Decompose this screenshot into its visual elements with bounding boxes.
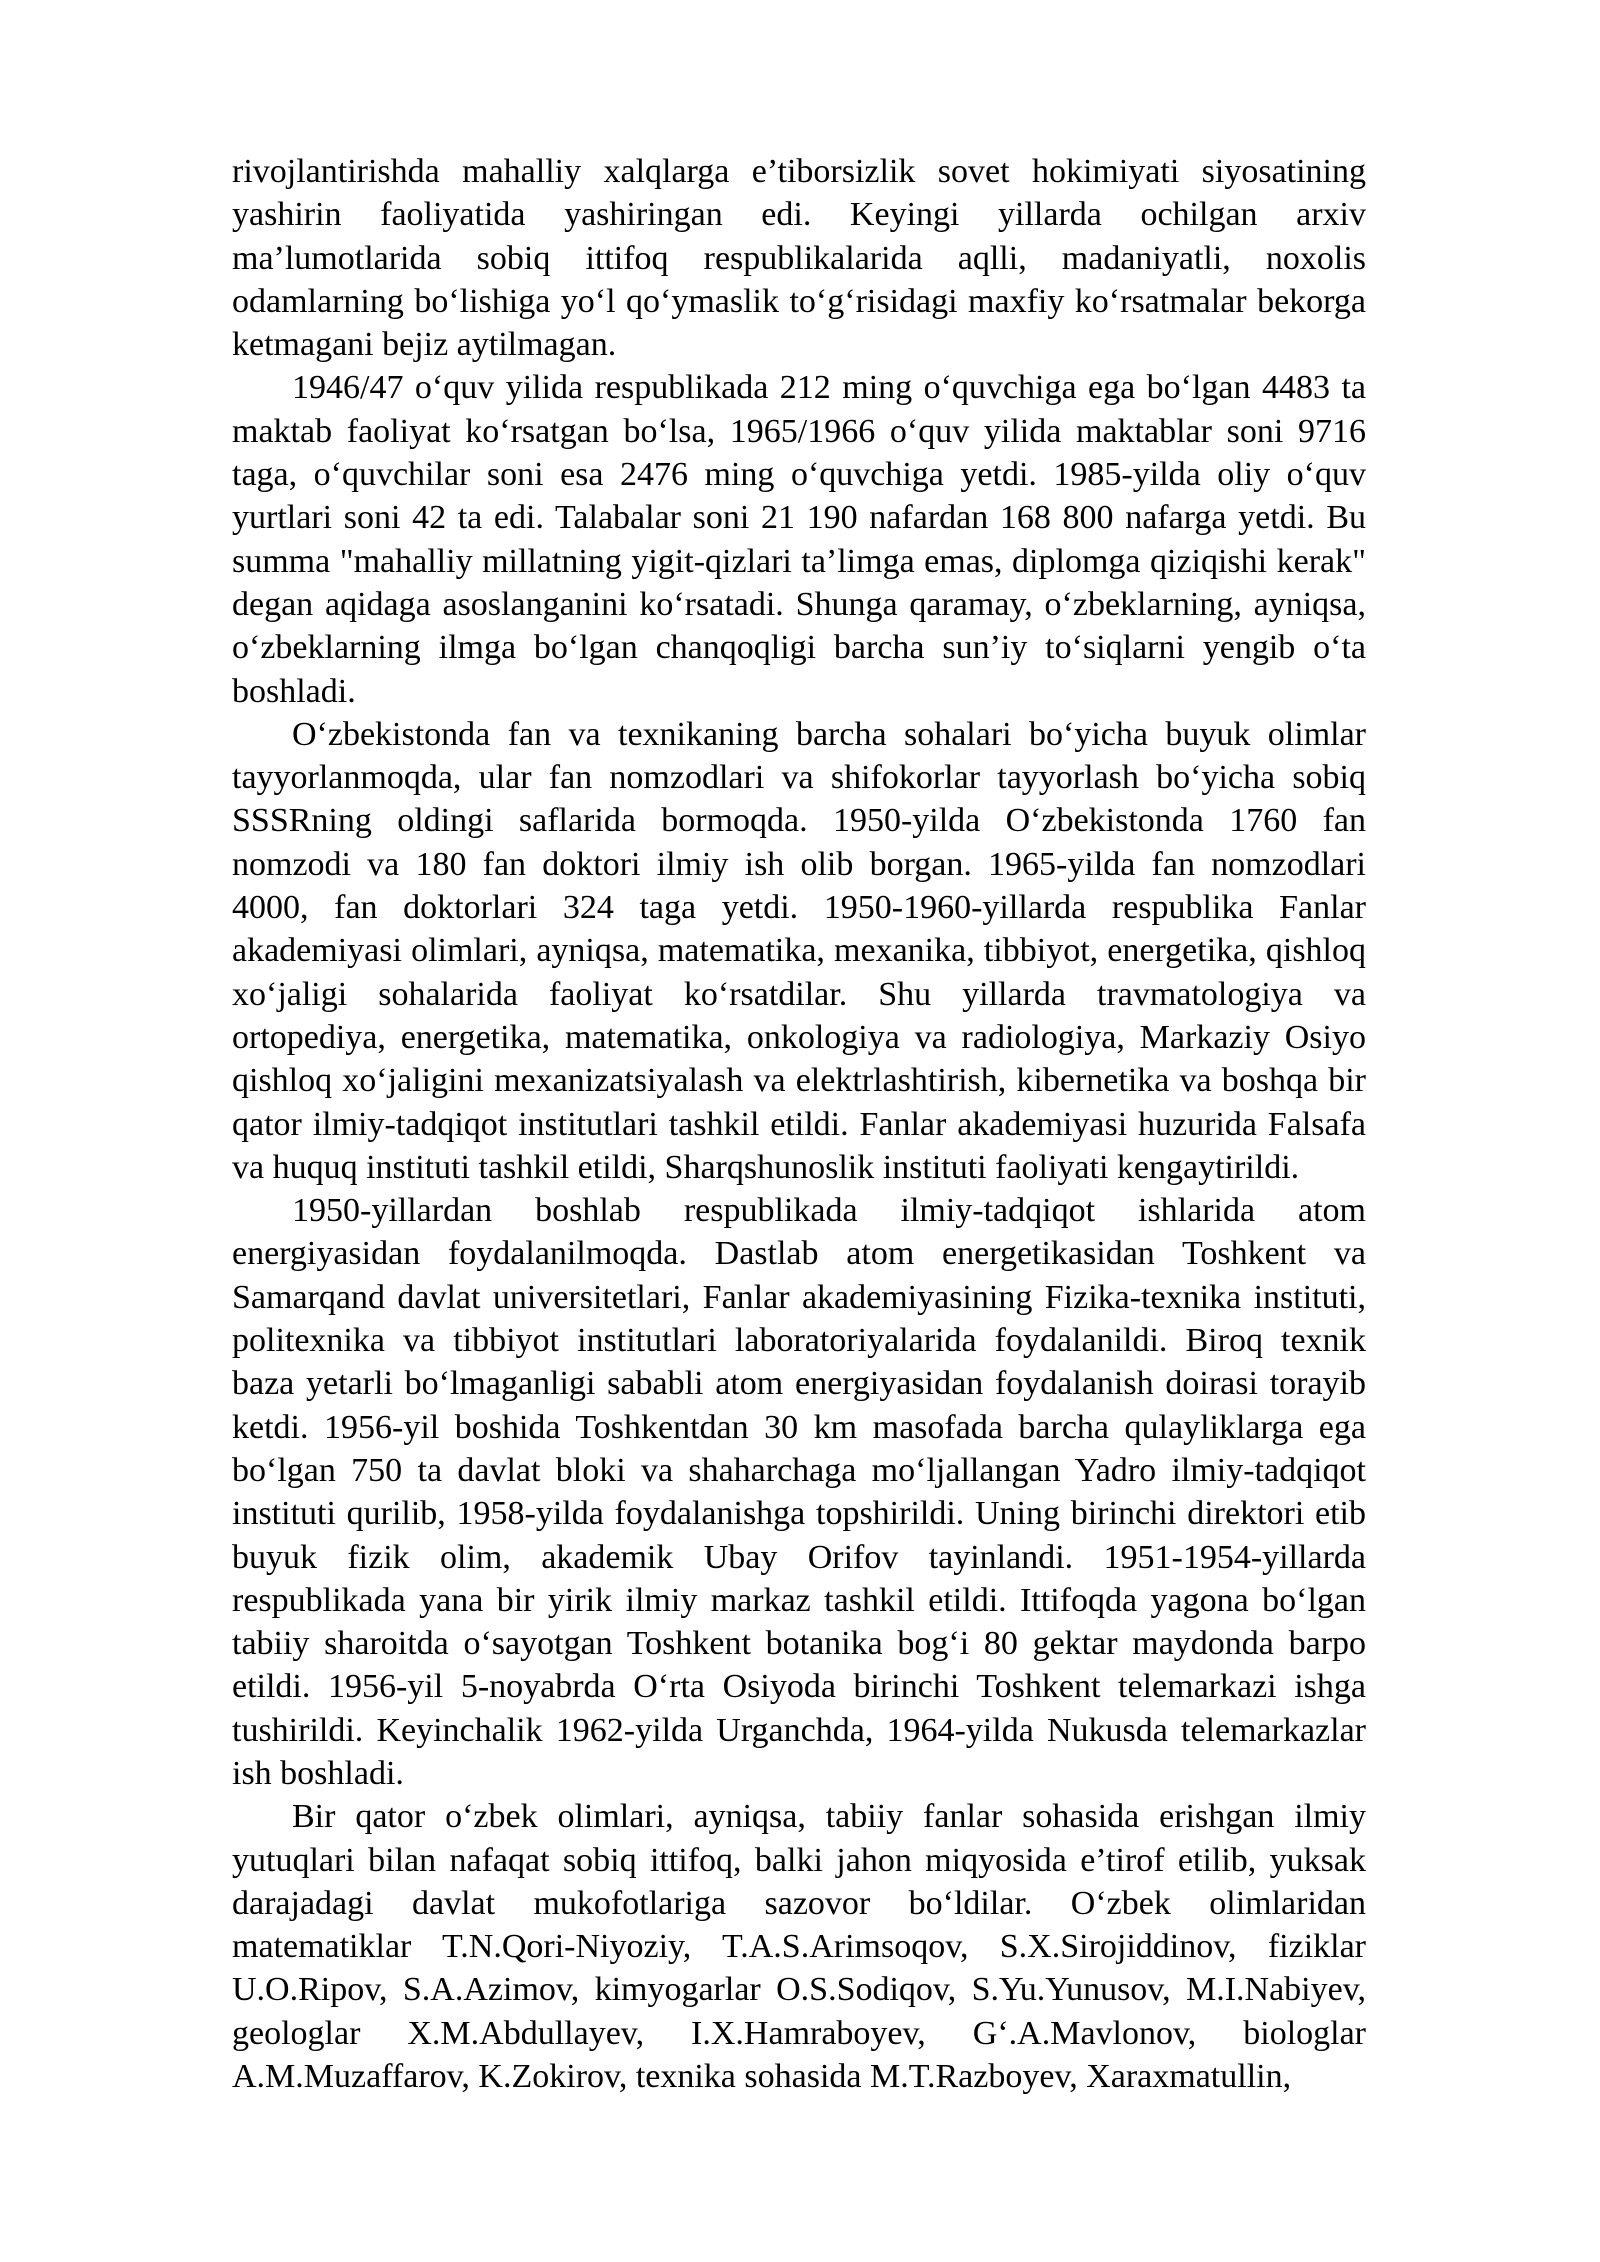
paragraph: Bir qator o‘zbek olimlari, ayniqsa, tabiiy fanlar sohasida erishgan ilmiy yutuqlari bilan nafaqat sobiq ittifoq, balki jahon miqyosida e’tirof etilib, yuksak darajadagi davlat mukofotlariga sazovor bo‘ldilar. O‘zbek olimlaridan matematiklar T.N.Qori-Niyoziy, T.A.S.Arimsoqov, S.X.Sirojiddinov, fiziklar U.O.Ripov, S.A.Azimov, kimyogarlar O.S.Sodiqov, S.Yu.Yunusov, M.I.Nabiyev, geologlar X.M.Abdullayev, I.X.Hamraboyev, G‘.A.Mavlonov, biologlar A.M.Muzaffarov, K.Zokirov, texnika sohasida M.T.Razboyev, Xaraxmatullin, (232, 1798, 1366, 2096)
paragraph: rivojlantirishda mahalliy xalqlarga e’tiborsizlik sovet hokimiyati siyosatining yashirin faoliyatida yashiringan edi. Keyingi yillarda ochilgan arxiv ma’lumotlarida sobiq ittifoq respublikalarida aqlli, madaniyatli, noxolis odamlarning bo‘lishiga yo‘l qo‘ymaslik to‘g‘risidagi maxfiy ko‘rsatmalar bekorga ketmagani bejiz aytilmagan. (232, 153, 1366, 364)
paragraph: O‘zbekistonda fan va texnikaning barcha sohalari bo‘yicha buyuk olimlar tayyorlanmoqda, ular fan nomzodlari va shifokorlar tayyorlash bo‘yicha sobiq SSSRning oldingi saflarida bormoqda. 1950-yilda O‘zbekistonda 1760 fan nomzodi va 180 fan doktori ilmiy ish olib borgan. 1965-yilda fan nomzodlari 4000, fan doktorlari 324 taga yetdi. 1950-1960-yillarda respublika Fanlar akademiyasi olimlari, ayniqsa, matematika, mexanika, tibbiyot, energetika, qishloq xo‘jaligi sohalarida faoliyat ko‘rsatdilar. Shu yillarda travmatologiya va ortopediya, energetika, matematika, onkologiya va radiologiya, Markaziy Osiyo qishloq xo‘jaligini mexanizatsiyalash va elektrlashtirish, kibernetika va boshqa bir qator ilmiy-tadqiqot institutlari tashkil etildi. Fanlar akademiyasi huzurida Falsafa va huquq instituti tashkil etildi, Sharqshunoslik instituti faoliyati kengaytirildi. (232, 715, 1366, 1186)
paragraph: 1946/47 o‘quv yilida respublikada 212 ming o‘quvchiga ega bo‘lgan 4483 ta maktab faoliyat ko‘rsatgan bo‘lsa, 1965/1966 o‘quv yilida maktablar soni 9716 taga, o‘quvchilar soni esa 2476 ming o‘quvchiga yetdi. 1985-yilda oliy o‘quv yurtlari soni 42 ta edi. Talabalar soni 21 190 nafardan 168 800 nafarga yetdi. Bu summa "mahalliy millatning yigit-qizlari ta’limga emas, diplomga qiziqishi kerak" degan aqidaga asoslanganini ko‘rsatadi. Shunga qaramay, o‘zbeklarning, ayniqsa, o‘zbeklarning ilmga bo‘lgan chanqoqligi barcha sun’iy to‘siqlarni yengib o‘ta boshladi. (232, 369, 1366, 710)
body-text (232, 150, 1366, 2098)
paragraph: 1950-yillardan boshlab respublikada ilmiy-tadqiqot ishlarida atom energiyasidan foydalanilmoqda. Dastlab atom energetikasidan Toshkent va Samarqand davlat universitetlari, Fanlar akademiyasining Fizika-texnika instituti, politexnika va tibbiyot institutlari laboratoriyalarida foydalanildi. Biroq texnik baza yetarli bo‘lmaganligi sababli atom energiyasidan foydalanish doirasi torayib ketdi. 1956-yil boshida Toshkentdan 30 km masofada barcha qulayliklarga ega bo‘lgan 750 ta davlat bloki va shaharchaga mo‘ljallangan Yadro ilmiy-tadqiqot instituti qurilib, 1958-yilda foydalanishga topshirildi. Uning birinchi direktori etib buyuk fizik olim, akademik Ubay Orifov tayinlandi. 1951-1954-yillarda respublikada yana bir yirik ilmiy markaz tashkil etildi. Ittifoqda yagona bo‘lgan tabiiy sharoitda o‘sayotgan Toshkent botanika bog‘i 80 gektar maydonda barpo etildi. 1956-yil 5-noyabrda O‘rta Osiyoda birinchi Toshkent telemarkazi ishga tushirildi. Keyinchalik 1962-yilda Urganchda, 1964-yilda Nukusda telemarkazlar ish boshladi. (232, 1192, 1366, 1792)
